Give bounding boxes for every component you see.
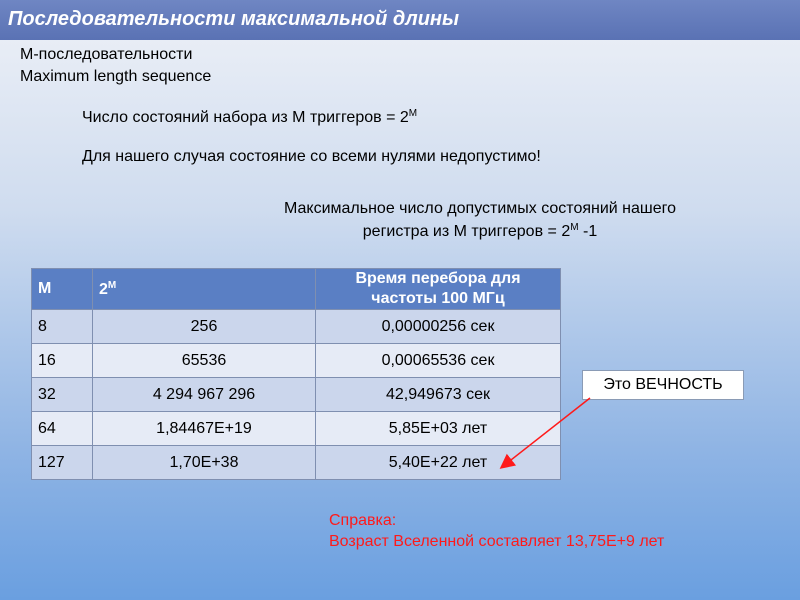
cell-m: 16: [32, 344, 93, 378]
title-bar: [0, 0, 800, 40]
table-header-row: [32, 269, 561, 310]
slide-title: Последовательности максимальной длины: [8, 8, 460, 30]
max-states-line2-text: регистра из М триггеров = 2: [362, 223, 571, 240]
cell-m: 8: [32, 310, 93, 344]
eternity-callout: Это ВЕЧНОСТЬ: [582, 370, 744, 400]
cell-m: 127: [32, 446, 93, 480]
states-count-line: [82, 108, 417, 127]
cell-value: 1,70E+38: [93, 446, 316, 480]
table-row: [32, 378, 561, 412]
reference-note: [329, 510, 664, 552]
cell-value: 1,84467E+19: [93, 412, 316, 446]
header-m: М: [32, 269, 93, 310]
reference-note-text: Возраст Вселенной составляет 13,75E+9 лет: [329, 533, 665, 550]
reference-note-title: Справка:: [329, 512, 397, 529]
max-states-exponent: М: [570, 222, 579, 233]
table-row: [32, 344, 561, 378]
table-row: [32, 412, 561, 446]
max-states-line2-suffix: -1: [578, 223, 598, 240]
header-time-line2: частоты 100 МГц: [371, 290, 505, 307]
cell-time: 5,40E+22 лет: [316, 446, 561, 480]
header-power: [93, 269, 316, 310]
cell-time: 5,85E+03 лет: [316, 412, 561, 446]
table-row: [32, 310, 561, 344]
states-count-text: Число состояний набора из М триггеров = 2: [82, 109, 409, 126]
states-count-exponent: М: [408, 108, 418, 119]
cell-time: 42,949673 сек: [316, 378, 561, 412]
cell-value: 256: [93, 310, 316, 344]
header-power-base: 2: [99, 280, 108, 298]
cell-time: 0,00065536 сек: [316, 344, 561, 378]
cell-m: 64: [32, 412, 93, 446]
sequence-table: [31, 268, 561, 480]
table-row: [32, 446, 561, 480]
max-states-block: [180, 200, 780, 241]
subtitle-ru: М-последовательности: [20, 46, 193, 63]
cell-value: 4 294 967 296: [93, 378, 316, 412]
cell-m: 32: [32, 378, 93, 412]
subtitle-en: Maximum length sequence: [20, 68, 212, 85]
cell-value: 65536: [93, 344, 316, 378]
header-power-exponent: М: [107, 279, 117, 291]
header-time-line1: Время перебора для: [355, 270, 521, 287]
max-states-line1: Максимальное число допустимых состояний нашего: [283, 200, 677, 217]
header-time: [316, 269, 561, 310]
max-states-line2: [180, 222, 780, 241]
zero-state-line: Для нашего случая состояние со всеми нулями недопустимо!: [82, 148, 541, 165]
cell-time: 0,00000256 сек: [316, 310, 561, 344]
